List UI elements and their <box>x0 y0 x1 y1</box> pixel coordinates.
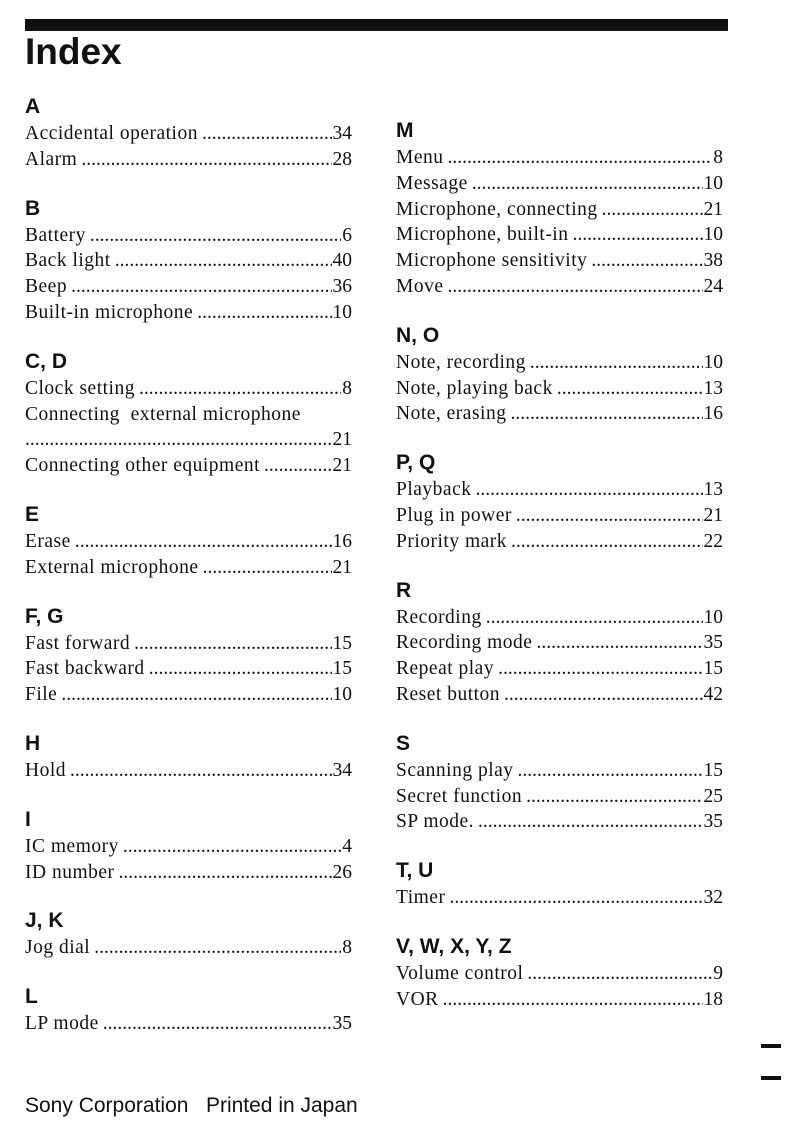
entry-term: External microphone <box>25 556 199 578</box>
section-letter: P, Q <box>396 451 436 475</box>
entry-term: Recording mode <box>396 632 533 654</box>
entry-page: 36 <box>332 276 352 298</box>
page-title: Index <box>25 31 122 72</box>
dot-leader <box>71 274 331 300</box>
dot-leader <box>518 758 703 784</box>
dot-leader <box>557 376 703 402</box>
index-section <box>25 984 352 1037</box>
dot-leader <box>139 376 341 402</box>
entry-page: 10 <box>703 224 723 246</box>
index-entry <box>396 350 723 376</box>
dot-leader <box>516 503 703 529</box>
index-entry <box>396 274 723 300</box>
index-section <box>396 858 723 911</box>
dot-leader <box>264 453 331 479</box>
entry-term: Fast backward <box>25 658 145 680</box>
dot-leader <box>119 860 332 886</box>
entry-term: Accidental operation <box>25 123 198 144</box>
entry-term: File <box>25 684 58 706</box>
dot-leader <box>70 758 332 784</box>
dot-leader <box>149 656 332 682</box>
index-entry <box>396 145 723 171</box>
entry-page: 16 <box>332 530 352 552</box>
entry-leader-line <box>25 427 352 453</box>
dot-leader <box>202 121 332 147</box>
entry-term: VOR <box>396 988 439 1010</box>
index-entry <box>396 656 723 682</box>
edge-mark-bottom <box>761 1076 781 1080</box>
section-letter: E <box>25 502 40 526</box>
dot-leader <box>443 987 703 1013</box>
entry-page: 21 <box>332 455 352 477</box>
entry-term: Move <box>396 275 444 297</box>
dot-leader <box>448 145 713 171</box>
index-entry <box>25 834 352 860</box>
section-letter: M <box>396 119 414 142</box>
index-entry <box>25 758 352 784</box>
entry-term: Reset button <box>396 683 501 705</box>
section-letter: I <box>25 807 31 831</box>
entry-term: Scanning play <box>396 759 514 781</box>
index-entry <box>25 248 352 274</box>
entry-term: IC memory <box>25 835 119 857</box>
dot-leader <box>449 885 702 911</box>
entry-page: 4 <box>342 835 352 857</box>
entry-page: 32 <box>703 887 723 909</box>
dot-leader <box>530 350 703 376</box>
index-entry <box>25 121 352 147</box>
entry-page: 35 <box>703 811 723 833</box>
footer-printed: Printed in Japan <box>205 1094 358 1117</box>
section-letter: H <box>25 731 41 755</box>
entry-page: 15 <box>703 759 723 781</box>
entry-page: 24 <box>703 275 723 297</box>
index-entry <box>396 630 723 656</box>
index-section <box>396 934 723 1013</box>
entry-term: ID number <box>25 861 115 883</box>
index-entry <box>396 171 723 197</box>
index-entry <box>25 402 352 454</box>
index-section <box>396 118 723 300</box>
entry-page: 42 <box>703 683 723 705</box>
dot-leader <box>504 682 702 708</box>
index-entry <box>25 656 352 682</box>
entry-page: 22 <box>703 530 723 552</box>
index-section <box>25 502 352 581</box>
entry-term: Note, recording <box>396 351 526 373</box>
section-letter: S <box>396 731 411 755</box>
entry-term: Erase <box>25 530 71 552</box>
index-section <box>25 807 352 886</box>
entry-page: 10 <box>703 351 723 373</box>
dot-leader <box>123 834 341 860</box>
section-letter: R <box>396 578 412 602</box>
entry-term: Hold <box>25 759 66 781</box>
dot-leader <box>591 248 702 274</box>
edge-mark-top <box>761 1044 781 1048</box>
entry-term: Microphone, built-in <box>396 224 569 246</box>
index-entry <box>25 453 352 479</box>
entry-page: 15 <box>332 658 352 680</box>
entry-term: Fast forward <box>25 632 131 654</box>
entry-page: 35 <box>703 632 723 654</box>
entry-term: Battery <box>25 224 86 246</box>
dot-leader <box>511 529 702 555</box>
entry-page: 40 <box>332 250 352 272</box>
entry-page: 10 <box>332 301 352 323</box>
entry-page: 10 <box>703 606 723 628</box>
dot-leader <box>61 682 331 708</box>
dot-leader <box>90 223 341 249</box>
dot-leader <box>572 222 702 248</box>
entry-page: 8 <box>342 937 352 959</box>
entry-page: 38 <box>703 250 723 272</box>
entry-page: 21 <box>703 504 723 526</box>
index-column-left <box>25 94 352 1060</box>
index-section <box>25 349 352 479</box>
index-entry <box>25 682 352 708</box>
entry-term: Note, erasing <box>396 403 507 425</box>
index-section <box>396 578 723 708</box>
index-section <box>25 604 352 708</box>
entry-term: Recording <box>396 606 482 628</box>
index-entry <box>396 682 723 708</box>
index-entry <box>396 197 723 223</box>
index-section <box>25 94 352 173</box>
dot-leader <box>81 147 331 173</box>
entry-term: Secret function <box>396 785 523 807</box>
entry-page: 8 <box>342 377 352 399</box>
entry-term: Timer <box>396 887 446 909</box>
dot-leader <box>197 300 331 326</box>
index-section <box>25 731 352 784</box>
entry-page: 21 <box>332 556 352 578</box>
entry-page: 8 <box>713 147 723 168</box>
entry-page: 21 <box>332 429 352 451</box>
index-entry <box>396 961 723 987</box>
entry-page: 13 <box>703 377 723 399</box>
entry-page: 16 <box>703 403 723 425</box>
entry-term: Note, playing back <box>396 377 553 399</box>
entry-page: 9 <box>713 962 723 984</box>
dot-leader <box>510 401 702 427</box>
entry-term: Message <box>396 172 468 194</box>
index-entry <box>25 300 352 326</box>
index-entry <box>396 784 723 810</box>
entry-term: Microphone sensitivity <box>396 250 588 272</box>
index-entry <box>25 274 352 300</box>
section-letter: B <box>25 196 41 220</box>
dot-leader <box>475 477 702 503</box>
entry-term: SP mode. <box>396 811 475 833</box>
entry-term: Connecting other equipment <box>25 455 261 477</box>
entry-page: 35 <box>332 1013 352 1035</box>
index-section <box>396 450 723 554</box>
entry-term: Volume control <box>396 962 524 984</box>
section-letter: N, O <box>396 323 440 347</box>
index-entry <box>25 376 352 402</box>
dot-leader <box>486 605 703 631</box>
entry-page: 21 <box>703 198 723 220</box>
index-entry <box>396 987 723 1013</box>
section-letter: C, D <box>25 349 67 373</box>
entry-page: 15 <box>332 632 352 654</box>
dot-leader <box>448 274 703 300</box>
index-entry <box>25 555 352 581</box>
index-entry <box>396 605 723 631</box>
index-entry <box>396 503 723 529</box>
entry-term: Beep <box>25 276 68 298</box>
entry-page: 26 <box>332 861 352 883</box>
index-entry <box>396 758 723 784</box>
dot-leader <box>602 197 703 223</box>
entry-page: 10 <box>332 684 352 706</box>
index-entry <box>396 477 723 503</box>
section-letter: J, K <box>25 909 64 933</box>
footer <box>25 1093 358 1119</box>
index-section <box>396 323 723 427</box>
index-entry <box>396 248 723 274</box>
dot-leader <box>203 555 332 581</box>
index-entry <box>25 631 352 657</box>
section-letter: T, U <box>396 859 434 883</box>
index-section <box>396 731 723 835</box>
index-entry <box>25 223 352 249</box>
dot-leader <box>134 631 331 657</box>
dot-leader <box>94 935 341 961</box>
section-letter: V, W, X, Y, Z <box>396 934 512 958</box>
entry-page: 10 <box>703 172 723 194</box>
entry-term: Built-in microphone <box>25 301 194 323</box>
entry-term: Back light <box>25 250 111 272</box>
entry-term: LP mode <box>25 1013 99 1035</box>
entry-term: Clock setting <box>25 377 135 399</box>
index-entry <box>25 860 352 886</box>
entry-term: Alarm <box>25 148 78 170</box>
dot-leader <box>478 809 702 835</box>
dot-leader <box>527 961 712 987</box>
section-letter: A <box>25 95 41 118</box>
entry-term: Repeat play <box>396 658 495 680</box>
index-entry <box>25 529 352 555</box>
entry-term: Plug in power <box>396 504 512 526</box>
dot-leader <box>25 427 332 453</box>
dot-leader <box>472 171 703 197</box>
index-entry <box>25 147 352 173</box>
footer-company: Sony Corporation <box>25 1094 189 1117</box>
entry-page: 34 <box>332 123 352 144</box>
entry-term: Jog dial <box>25 937 91 959</box>
header-rule <box>25 19 728 31</box>
index-section <box>25 908 352 961</box>
entry-term: Priority mark <box>396 530 508 552</box>
entry-page: 13 <box>703 479 723 501</box>
dot-leader <box>103 1011 332 1037</box>
entry-page: 25 <box>703 785 723 807</box>
index-section <box>25 196 352 326</box>
index-column-right <box>396 118 723 1036</box>
dot-leader <box>115 248 332 274</box>
entry-page: 28 <box>332 148 352 170</box>
entry-page: 6 <box>342 224 352 246</box>
index-entry <box>25 935 352 961</box>
index-entry <box>396 885 723 911</box>
dot-leader <box>526 784 702 810</box>
section-letter: F, G <box>25 604 64 628</box>
entry-term: Microphone, connecting <box>396 198 598 220</box>
dot-leader <box>536 630 702 656</box>
index-entry <box>396 809 723 835</box>
index-entry <box>396 529 723 555</box>
entry-page: 18 <box>703 988 723 1010</box>
entry-term: Connecting external microphone <box>25 403 301 425</box>
index-entry <box>25 1011 352 1037</box>
dot-leader <box>75 529 332 555</box>
entry-page: 15 <box>703 658 723 680</box>
entry-term: Playback <box>396 479 472 501</box>
dot-leader <box>498 656 702 682</box>
index-entry <box>396 376 723 402</box>
index-entry <box>396 222 723 248</box>
entry-page: 34 <box>332 759 352 781</box>
index-entry <box>396 401 723 427</box>
section-letter: L <box>25 985 38 1009</box>
entry-term: Menu <box>396 147 444 168</box>
